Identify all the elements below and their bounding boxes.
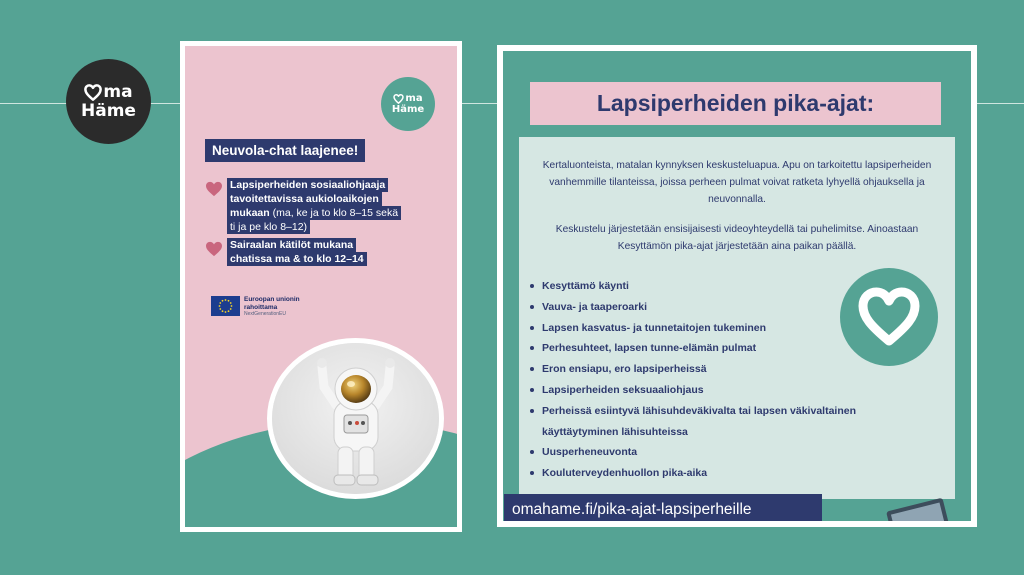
list-item: Vauva- ja taaperoarki [529, 297, 856, 318]
divider-middle [462, 103, 497, 104]
heart-badge [840, 268, 938, 366]
astronaut-photo [267, 338, 444, 499]
poster-title: Neuvola-chat laajenee! [205, 139, 365, 162]
logo-text-hame: Häme [81, 100, 136, 121]
divider-right [977, 103, 1024, 104]
logo-text-oma: ma [103, 81, 133, 102]
eu-line2: rahoittama [244, 303, 278, 311]
list-item: Lapsen kasvatus- ja tunnetaitojen tukeminen [529, 318, 856, 339]
poster-logo [381, 77, 435, 131]
heart-icon [205, 241, 223, 257]
poster-item-social-worker [205, 178, 405, 234]
pika-ajat-poster [497, 45, 977, 527]
poster-logo-hame: Häme [391, 103, 425, 115]
eu-line3: NextGenerationEU [244, 311, 286, 317]
list-item: Perhesuhteet, lapsen tunne-elämän pulmat [529, 338, 856, 359]
list-item: Kesyttämö käynti [529, 276, 856, 297]
heart-icon [205, 181, 223, 197]
eu-flag-icon [211, 296, 240, 316]
info-paragraph: Keskustelu järjestetään ensisijaisesti videoyhteydellä tai puhelimitse. Ainoastaan Kesyttämön pika-ajat järjestetään aina paikan päällä. [555, 224, 919, 252]
list-item: Eron ensiapu, ero lapsiperheissä [529, 359, 856, 380]
item1-rest: (ma, ke ja to klo 8–15 sekä ti ja pe klo 8–12) [230, 207, 399, 233]
astronaut-illustration [272, 343, 439, 494]
pika-ajat-panel [519, 137, 955, 499]
list-item: Kouluterveydenhuollon pika-aika [529, 463, 856, 484]
booking-url-link[interactable]: omahame.fi/pika-ajat-lapsiperheille [504, 494, 822, 521]
list-item: Uusperheneuvonta [529, 442, 856, 463]
poster-item-midwives [205, 238, 397, 266]
heart-o-icon [84, 84, 102, 101]
item2-text: Sairaalan kätilöt mukana chatissa ma & to klo 12–14 [230, 239, 364, 265]
service-list [529, 276, 856, 484]
neuvola-chat-poster [180, 41, 462, 532]
eu-line1: Euroopan unionin [244, 296, 300, 303]
poster-logo-oma: ma [405, 92, 423, 104]
heart-o-icon [393, 94, 404, 104]
heart-icon [858, 287, 920, 347]
list-item: Lapsiperheiden seksuaaliohjaus [529, 380, 856, 401]
oma-hame-logo [66, 59, 151, 144]
phone-laptop-illustration [841, 496, 955, 521]
item1-bold: Lapsiperheiden sosiaaliohjaaja tavoitettavissa aukioloaikojen mukaan [230, 179, 386, 219]
eu-funding-mark [211, 296, 300, 319]
list-item: Perheissä esiintyvä lähisuhdeväkivalta tai lapsen väkivaltainen käyttäytyminen lähisuhteissa [529, 401, 856, 443]
pika-ajat-title: Lapsiperheiden pika-ajat: [530, 82, 941, 125]
intro-paragraph: Kertaluonteista, matalan kynnyksen keskusteluapua. Apu on tarkoitettu lapsiperheiden vanhemmille tilanteissa, joissa perheen pulmat voivat ratketa lyhyellä ohjauksella ja neuvonnalla. [542, 160, 932, 205]
